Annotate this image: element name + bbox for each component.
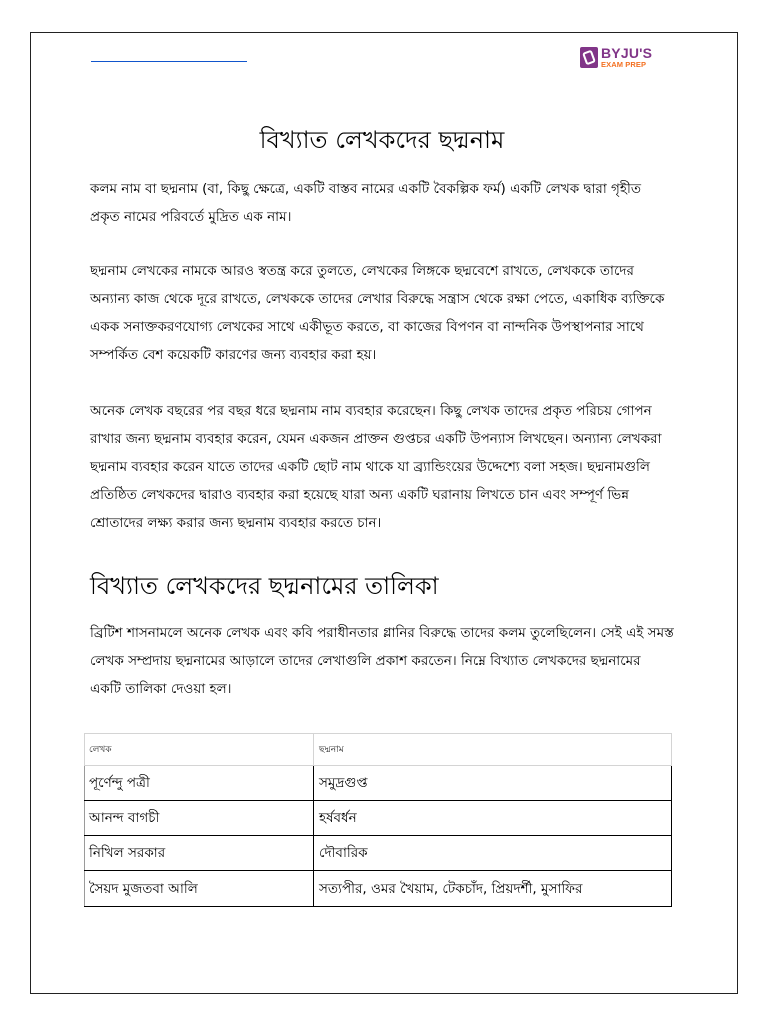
header-link[interactable]	[91, 61, 247, 62]
table-header-author: লেখক	[85, 734, 314, 766]
document-body	[90, 124, 674, 907]
author-cell: পূর্ণেন্দু পত্রী	[85, 766, 314, 801]
list-intro-paragraph: ব্রিটিশ শাসনামলে অনেক লেখক এবং কবি পরাধীনতার গ্লানির বিরুদ্ধে তাদের কলম তুলেছিলেন। সেই এই সমস্ত লেখক সম্প্রদায় ছদ্মনামের আড়ালে তাদের লেখাগুলি প্রকাশ করতেন। নিম্নে বিখ্যাত লেখকদের ছদ্মনামের একটি তালিকা দেওয়া হল।	[90, 625, 674, 697]
byjus-logo-icon	[580, 47, 598, 68]
table-row	[85, 871, 672, 907]
table-row	[85, 836, 672, 871]
table-body	[85, 766, 672, 907]
brand-tagline: EXAM PREP	[601, 60, 647, 69]
author-cell: আনন্দ বাগচী	[85, 801, 314, 836]
brand-name: BYJU'S	[601, 45, 653, 61]
author-cell: সৈয়দ মুজতবা আলি	[85, 871, 314, 907]
author-cell: নিখিল সরকার	[85, 836, 314, 871]
pseudonym-table	[84, 733, 672, 907]
intro-paragraph: ছদ্মনাম লেখকের নামকে আরও স্বতন্ত্র করে তুলতে, লেখকের লিঙ্গকে ছদ্মবেশে রাখতে, লেখককে তাদের অন্যান্য কাজ থেকে দূরে রাখতে, লেখককে তাদের লেখার বিরুদ্ধে সন্ত্রাস থেকে রক্ষা পেতে, একাধিক ব্যক্তিকে একক সনাক্তকরণযোগ্য লেখকের সাথে একীভূত করতে, বা কাজের বিপণন বা নান্দনিক উপস্থাপনার সাথে সম্পর্কিত বেশ কয়েকটি কারণের জন্য ব্যবহার করা হয়।	[90, 263, 665, 363]
table-header-row	[85, 734, 672, 766]
page-frame	[30, 32, 738, 994]
list-heading: বিখ্যাত লেখকদের ছদ্মনামের তালিকা	[90, 572, 439, 600]
document-title: বিখ্যাত লেখকদের ছদ্মনাম	[259, 126, 505, 154]
brand-logo	[580, 46, 670, 72]
pseudonym-cell: হর্ষবর্ধন	[314, 801, 672, 836]
table-header-pseudonym: ছদ্মনাম	[314, 734, 672, 766]
pseudonym-cell: দৌবারিক	[314, 836, 672, 871]
table-header	[85, 734, 672, 766]
pseudonym-cell: সত্যপীর, ওমর খৈয়াম, টেকচাঁদ, প্রিয়দর্শী, মুসাফির	[314, 871, 672, 907]
intro-paragraph: অনেক লেখক বছরের পর বছর ধরে ছদ্মনাম নাম ব্যবহার করেছেন। কিছু লেখক তাদের প্রকৃত পরিচয় গোপন রাখার জন্য ছদ্মনাম ব্যবহার করেন, যেমন একজন প্রাক্তন গুপ্তচর একটি উপন্যাস লিখছেন। অন্যান্য লেখকরা ছদ্মনাম ব্যবহার করেন যাতে তাদের একটি ছোট নাম থাকে যা ব্র্যান্ডিংয়ের উদ্দেশ্যে বলা সহজ। ছদ্মনামগুলি প্রতিষ্ঠিত লেখকদের দ্বারাও ব্যবহার করা হয়েছে যারা অন্য একটি ঘরানায় লিখতে চান এবং সম্পূর্ণ ভিন্ন শ্রোতাদের লক্ষ্য করার জন্য ছদ্মনাম ব্যবহার করতে চান।	[90, 403, 662, 531]
intro-paragraph: কলম নাম বা ছদ্মনাম (বা, কিছু ক্ষেত্রে, একটি বাস্তব নামের একটি বৈকল্পিক ফর্ম) একটি লেখক দ্বারা গৃহীত প্রকৃত নামের পরিবর্তে মুদ্রিত এক নাম।	[90, 181, 641, 225]
pseudonym-cell: সমুদ্রগুপ্ত	[314, 766, 672, 801]
table-row	[85, 766, 672, 801]
table-row	[85, 801, 672, 836]
